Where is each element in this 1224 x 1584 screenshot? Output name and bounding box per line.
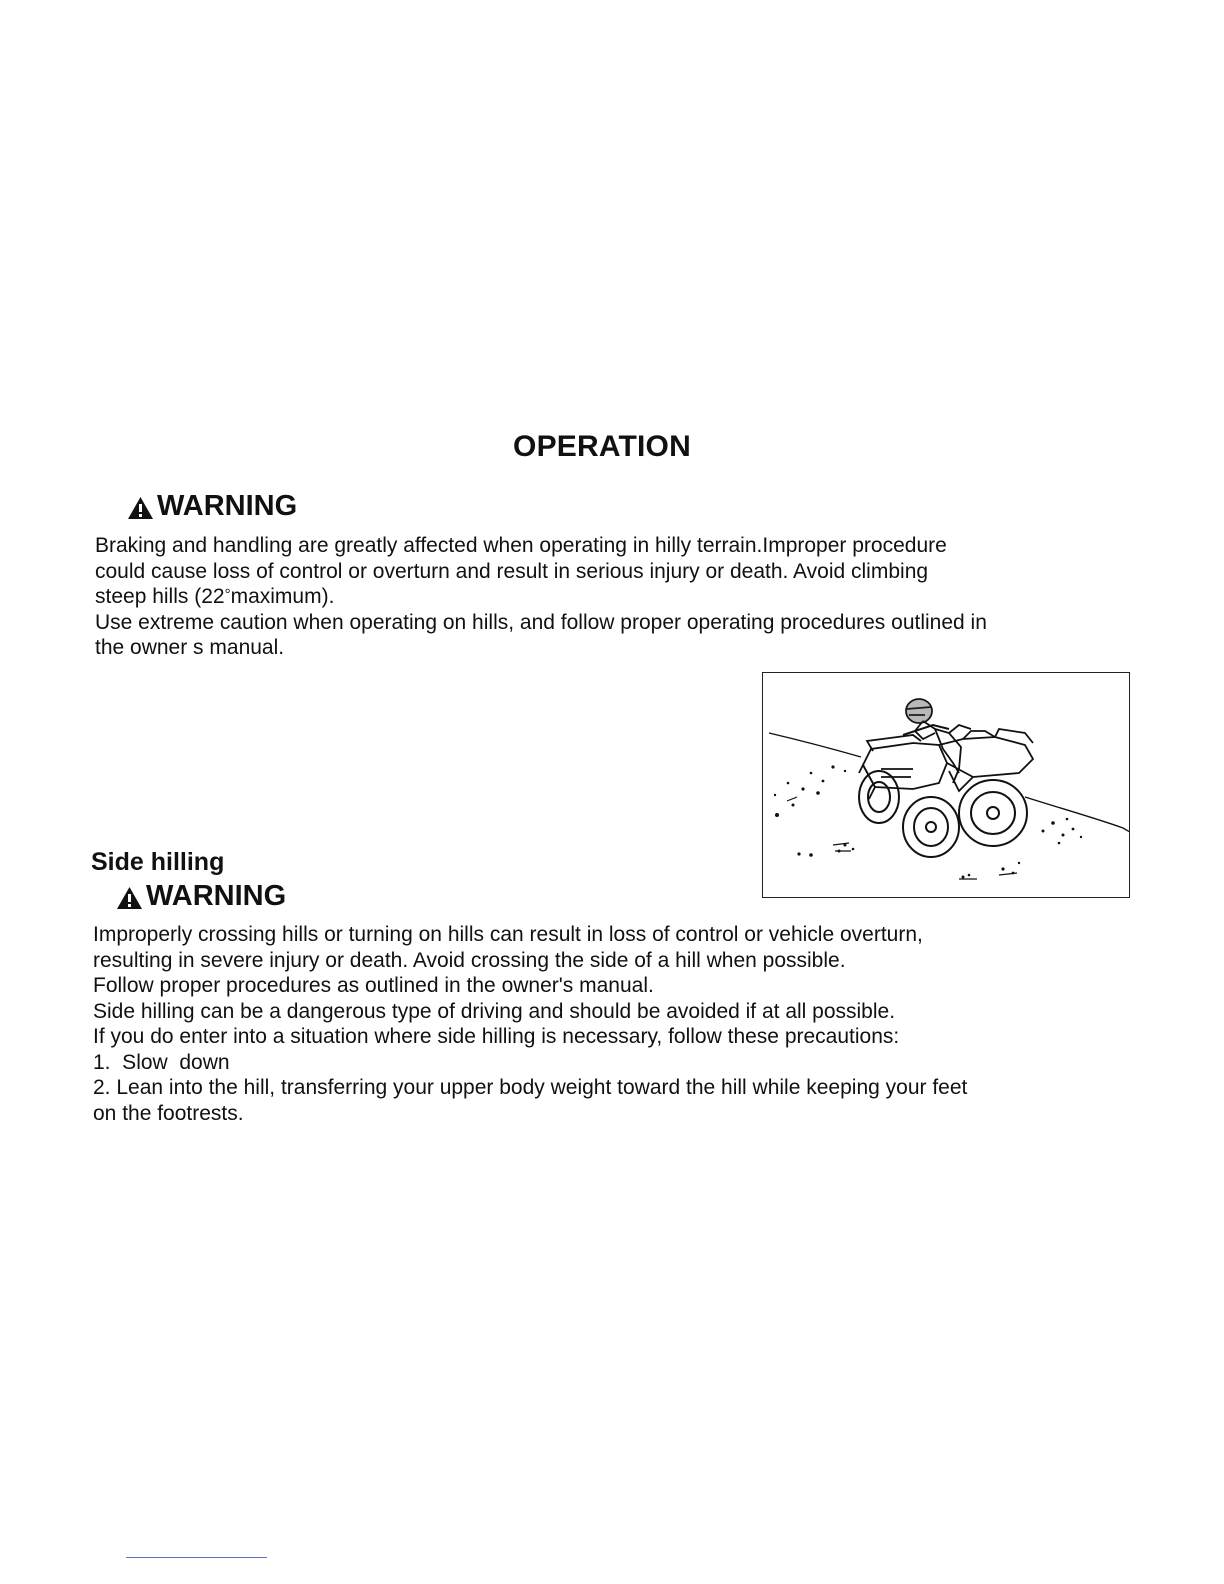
text-line: Use extreme caution when operating on hills, and follow proper operating procedures outlined in <box>95 610 987 634</box>
list-item: 1. Slow down <box>93 1050 230 1074</box>
section-heading: Side hilling <box>91 848 225 876</box>
warning-heading <box>127 490 297 523</box>
text-line: the owner s manual. <box>95 636 285 659</box>
text-line: could cause loss of control or overturn and result in serious injury or death. Avoid climbing <box>95 559 929 583</box>
list-item: 2. Lean into the hill, transferring your upper body weight toward the hill while keeping your feet <box>93 1076 968 1099</box>
atv-side-hilling-illustration <box>762 672 1130 898</box>
text-line: resulting in severe injury or death. Avoid crossing the side of a hill when possible. <box>93 948 846 972</box>
degree-symbol: ° <box>224 586 231 603</box>
text-fragment: maximum). <box>230 585 335 608</box>
warning-heading <box>116 880 286 913</box>
footer-rule <box>126 1557 267 1558</box>
text-line: Side hilling can be a dangerous type of driving and should be avoided if at all possible. <box>93 999 896 1023</box>
atv-illustration-svg <box>763 673 1129 897</box>
warning-text <box>95 533 987 661</box>
text-line: on the footrests. <box>93 1101 244 1125</box>
page-title: OPERATION <box>513 430 691 463</box>
warning-label: WARNING <box>157 490 298 522</box>
text-line-degree <box>95 584 987 610</box>
warning-triangle-icon <box>116 886 143 910</box>
text-fragment: steep hills (22 <box>95 585 225 608</box>
text-line: Improperly crossing hills or turning on hills can result in loss of control or vehicle overturn, <box>93 923 923 946</box>
warning-label: WARNING <box>146 880 287 912</box>
warning-text <box>93 922 967 1126</box>
text-line: Braking and handling are greatly affected when operating in hilly terrain.Improper procedure <box>95 534 947 557</box>
text-line: If you do enter into a situation where side hilling is necessary, follow these precautions: <box>93 1025 900 1048</box>
warning-triangle-icon <box>127 496 154 520</box>
text-line: Follow proper procedures as outlined in the owner's manual. <box>93 974 654 997</box>
